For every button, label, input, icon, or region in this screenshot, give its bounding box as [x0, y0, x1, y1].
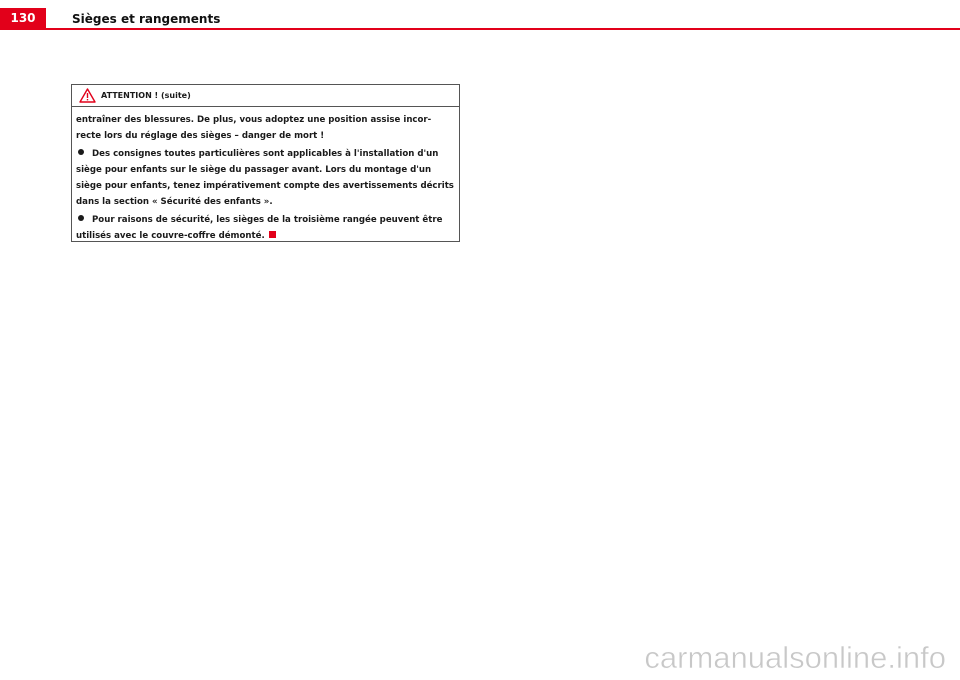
warning-box	[71, 84, 460, 242]
warning-bullet-text: Des consignes toutes particulières sont applicables à l'installation d'un siège pour enfants sur le siège du passager avant. Lors du montage d'un siège pour enfants, tenez impérativement compte des avertissements décrits dans la section « Sécurité des enfants ».	[76, 149, 454, 207]
warning-title: ATTENTION ! (suite)	[101, 91, 191, 100]
warning-bullet-item	[76, 212, 454, 244]
section-title: Sièges et rangements	[72, 12, 221, 26]
warning-triangle-icon	[79, 88, 96, 103]
warning-paragraph: entraîner des blessures. De plus, vous adoptez une position assise incor-recte lors du réglage des sièges – danger de mort !	[76, 115, 432, 141]
watermark-text: carmanualsonline.info	[644, 640, 946, 675]
watermark	[0, 640, 960, 676]
warning-body	[72, 107, 459, 244]
bullet-icon	[78, 215, 84, 221]
warning-bullet-item	[76, 146, 454, 210]
warning-header	[72, 85, 459, 107]
page-header	[0, 0, 960, 30]
warning-bullet-text: Pour raisons de sécurité, les sièges de la troisième rangée peuvent être utilisés avec le couvre-coffre démonté.	[76, 215, 443, 241]
page-number: 130	[0, 8, 46, 28]
bullet-icon	[78, 149, 84, 155]
end-of-section-icon	[269, 231, 276, 238]
header-divider	[0, 28, 960, 30]
